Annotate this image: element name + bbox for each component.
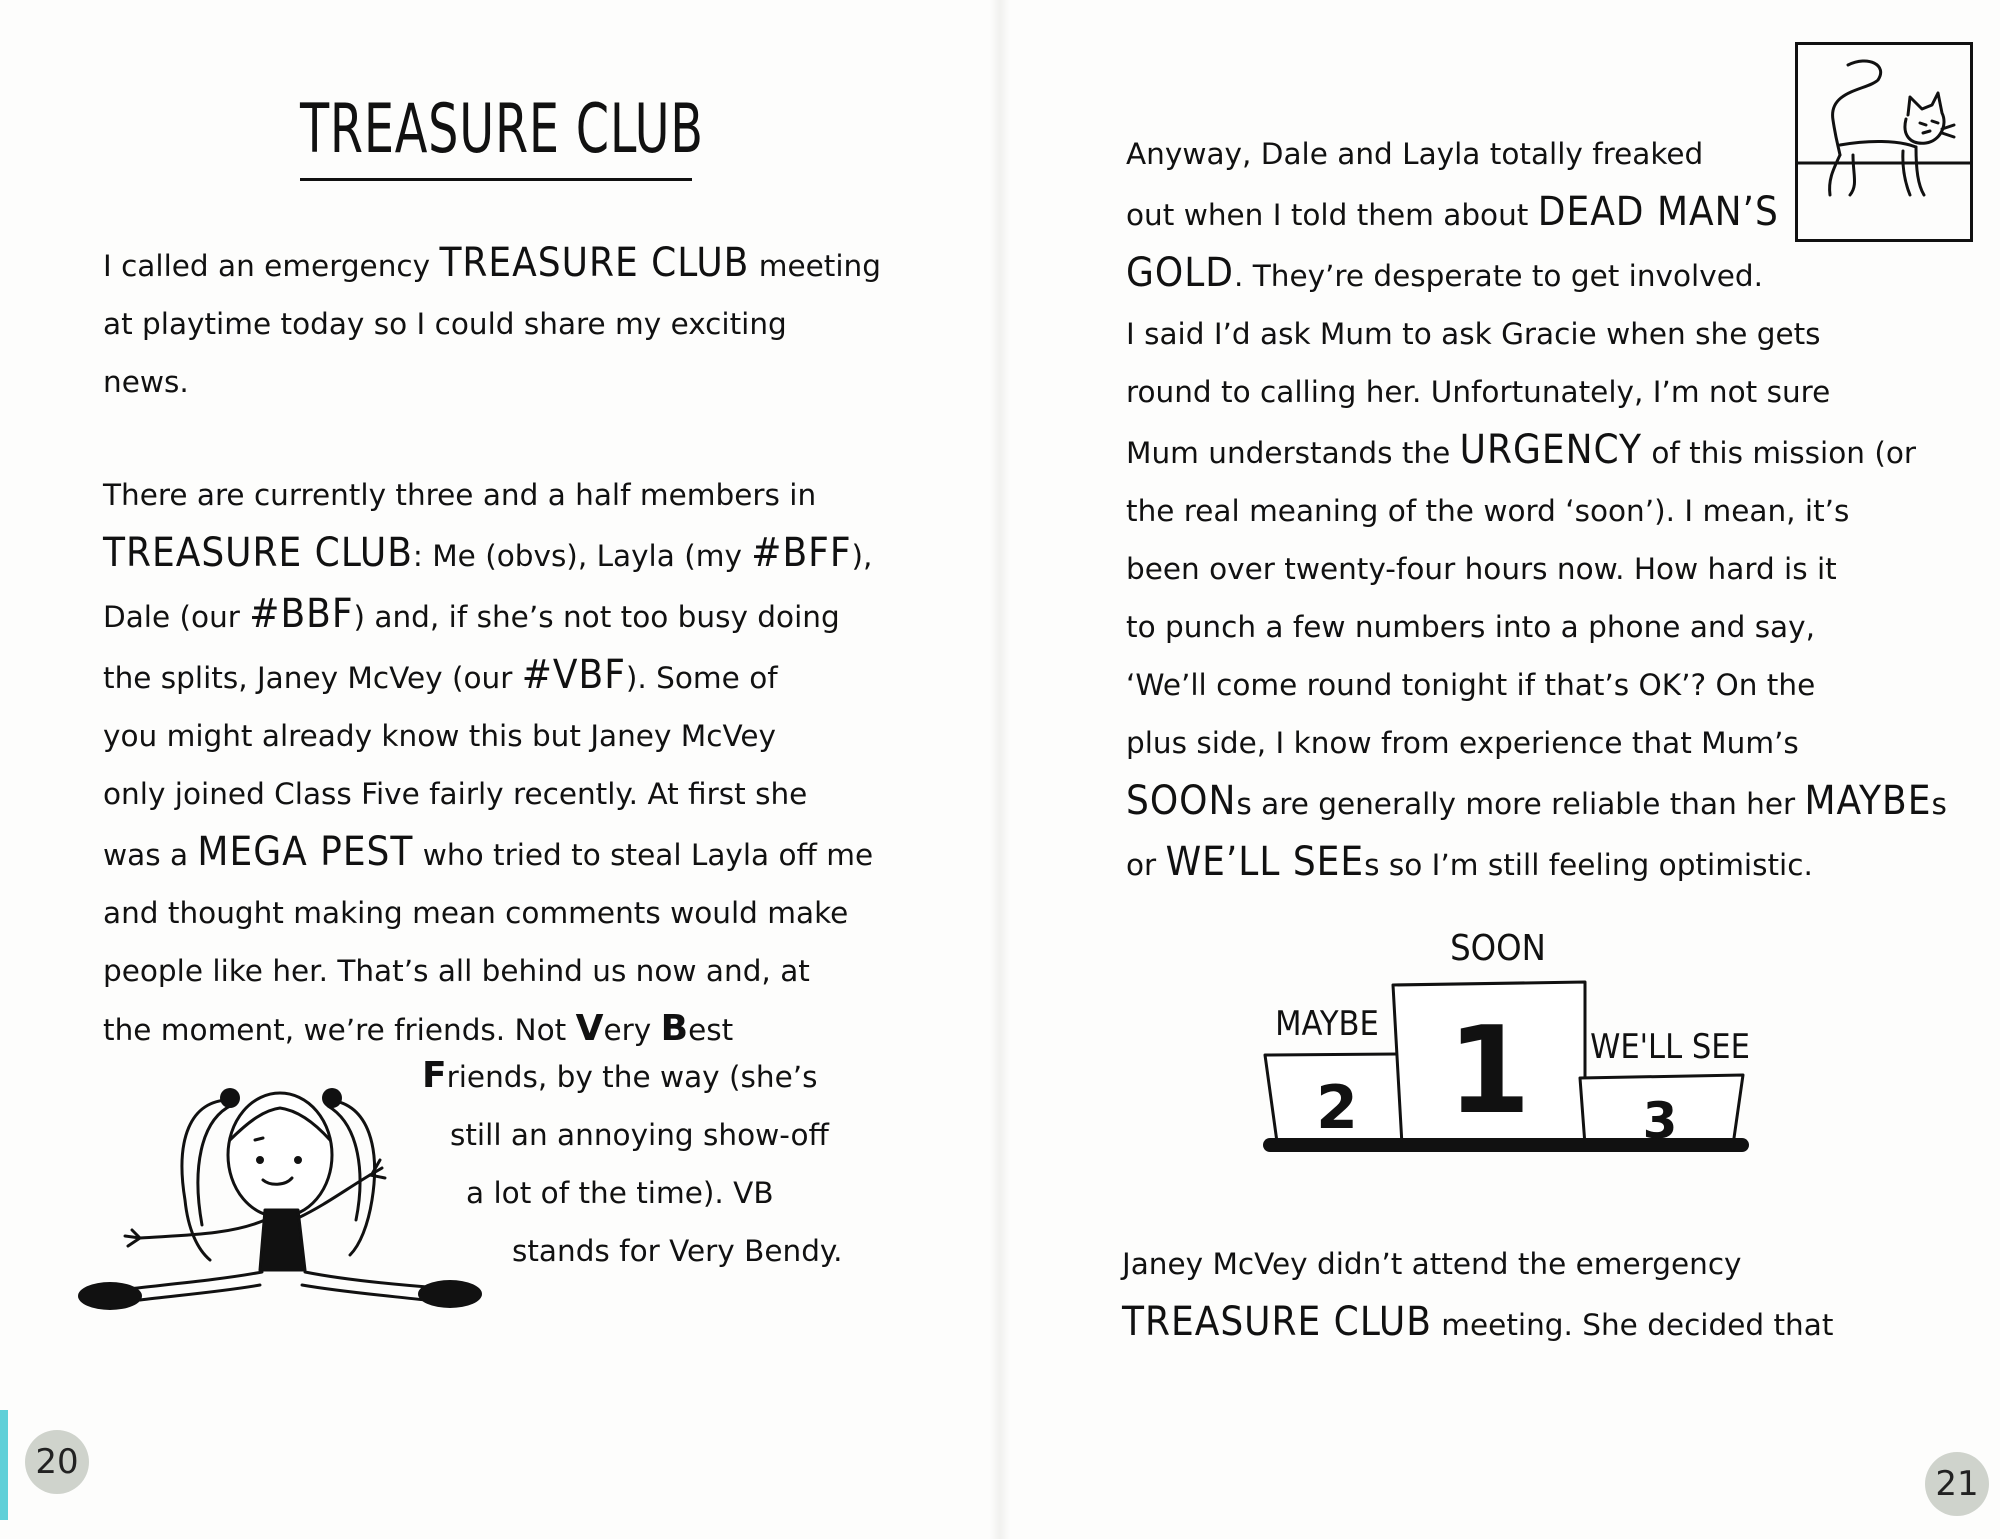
- text-run: Mum understands the: [1126, 436, 1460, 470]
- text-run: riends, by the way (she’s: [446, 1060, 818, 1094]
- podium-first-label: SOON: [1450, 928, 1546, 969]
- text-run: : Me (obvs), Layla (my: [412, 539, 752, 573]
- text-line: [103, 884, 873, 942]
- emphasis-text: MAYBE: [1804, 778, 1932, 824]
- emphasis-text: GOLD: [1126, 250, 1234, 296]
- text-run: meeting: [749, 249, 881, 283]
- page-edge-tab: [0, 1410, 8, 1520]
- left-paragraph-2: [103, 466, 873, 1059]
- emphasis-text: URGENCY: [1459, 427, 1642, 473]
- text-line: [103, 295, 881, 353]
- text-run: or: [1126, 848, 1166, 882]
- text-run: only joined Class Five fairly recently. At first she: [103, 777, 808, 811]
- text-line: [1126, 714, 1947, 772]
- text-run: ). Some of: [625, 661, 778, 695]
- text-line: [103, 585, 873, 646]
- text-run: out when I told them about: [1126, 198, 1538, 232]
- text-line: [103, 765, 873, 823]
- podium-second-label: MAYBE: [1275, 1004, 1379, 1044]
- right-paragraph-1: [1126, 125, 1947, 894]
- emphasis-text: SOON: [1126, 778, 1237, 824]
- text-run: news.: [103, 365, 189, 399]
- text-run: Dale (our: [103, 600, 250, 634]
- text-line: [1126, 656, 1947, 714]
- text-line: [1126, 482, 1947, 540]
- text-run: ),: [851, 539, 873, 573]
- text-run: meeting. She decided that: [1431, 1308, 1834, 1342]
- text-run: of this mission (or: [1641, 436, 1917, 470]
- text-line: [1126, 363, 1947, 421]
- emphasis-text: #BFF: [751, 530, 852, 576]
- emphasis-text: WE’LL SEE: [1165, 839, 1365, 885]
- podium-illustration: [1255, 930, 1765, 1165]
- text-run: at playtime today so I could share my exciting: [103, 307, 787, 341]
- text-line: [422, 1164, 902, 1222]
- bold-initial: V: [575, 1008, 604, 1049]
- text-run: who tried to steal Layla off me: [413, 838, 874, 872]
- text-run: been over twenty-four hours now. How hard is it: [1126, 552, 1837, 586]
- text-run: and thought making mean comments would make: [103, 896, 849, 930]
- text-run: you might already know this but Janey McVey: [103, 719, 776, 753]
- text-run: I called an emergency: [103, 249, 440, 283]
- text-run: round to calling her. Unfortunately, I’m not sure: [1126, 375, 1831, 409]
- text-line: [103, 466, 873, 524]
- text-line: [103, 646, 873, 707]
- text-line: [422, 1047, 902, 1106]
- text-line: [1126, 833, 1947, 894]
- book-gutter: [990, 0, 1010, 1539]
- left-paragraph-3: [422, 1047, 902, 1280]
- podium-first-num: 1: [1447, 1002, 1531, 1141]
- splits-girl-illustration: [80, 1060, 490, 1330]
- text-line: [103, 353, 881, 411]
- title-underline: [300, 178, 692, 181]
- emphasis-text: TREASURE CLUB: [103, 530, 413, 576]
- text-line: [103, 234, 881, 295]
- text-line: [422, 1222, 902, 1280]
- text-line: [1122, 1235, 1833, 1293]
- chapter-title: TREASURE CLUB: [300, 90, 704, 169]
- left-paragraph-1: [103, 234, 881, 411]
- page-number-left: 20: [25, 1430, 89, 1494]
- text-line: [1126, 772, 1947, 833]
- text-run: Anyway, Dale and Layla totally freaked: [1126, 137, 1704, 171]
- text-run: the real meaning of the word ‘soon’). I mean, it’s: [1126, 494, 1850, 528]
- bold-initial: F: [422, 1055, 447, 1096]
- text-line: [1126, 540, 1947, 598]
- page-number-right: 21: [1925, 1452, 1989, 1516]
- emphasis-text: TREASURE CLUB: [1122, 1299, 1432, 1345]
- text-run: the splits, Janey McVey (our: [103, 661, 522, 695]
- text-run: s are generally more reliable than her: [1236, 787, 1805, 821]
- text-line: [1126, 421, 1947, 482]
- text-run: the moment, we’re friends. Not: [103, 1013, 576, 1047]
- text-run: plus side, I know from experience that Mum’s: [1126, 726, 1799, 760]
- bold-initial: B: [660, 1008, 689, 1049]
- text-line: [1126, 183, 1947, 244]
- text-run: There are currently three and a half members in: [103, 478, 817, 512]
- text-run: I said I’d ask Mum to ask Gracie when she gets: [1126, 317, 1821, 351]
- emphasis-text: #VBF: [521, 652, 626, 698]
- text-run: s so I’m still feeling optimistic.: [1364, 848, 1813, 882]
- text-run: stands for Very Bendy.: [512, 1234, 843, 1268]
- text-run: Janey McVey didn’t attend the emergency: [1122, 1247, 1742, 1281]
- text-line: [1126, 598, 1947, 656]
- emphasis-text: TREASURE CLUB: [439, 240, 750, 286]
- emphasis-text: MEGA PEST: [197, 829, 414, 875]
- text-line: [103, 942, 873, 1000]
- emphasis-text: DEAD MAN’S: [1537, 189, 1779, 235]
- text-run: ‘We’ll come round tonight if that’s OK’? On the: [1126, 668, 1816, 702]
- right-paragraph-2: [1122, 1235, 1833, 1354]
- text-run: a lot of the time). VB: [466, 1176, 774, 1210]
- podium-second-num: 2: [1316, 1073, 1358, 1143]
- text-line: [103, 524, 873, 585]
- text-run: ery: [603, 1013, 661, 1047]
- text-run: . They’re desperate to get involved.: [1233, 259, 1763, 293]
- text-line: [103, 707, 873, 765]
- text-line: [103, 823, 873, 884]
- text-run: people like her. That’s all behind us now and, at: [103, 954, 810, 988]
- text-line: [1126, 125, 1947, 183]
- text-run: est: [688, 1013, 734, 1047]
- text-line: [1126, 244, 1947, 305]
- podium-third-label: WE'LL SEE: [1590, 1027, 1750, 1067]
- text-line: [1122, 1293, 1833, 1354]
- podium-third-num: 3: [1642, 1092, 1678, 1150]
- text-run: still an annoying show-off: [450, 1118, 829, 1152]
- text-run: to punch a few numbers into a phone and say,: [1126, 610, 1815, 644]
- text-run: was a: [103, 838, 198, 872]
- emphasis-text: #BBF: [249, 591, 354, 637]
- text-run: ) and, if she’s not too busy doing: [353, 600, 840, 634]
- text-run: s: [1931, 787, 1947, 821]
- text-line: [422, 1106, 902, 1164]
- text-line: [1126, 305, 1947, 363]
